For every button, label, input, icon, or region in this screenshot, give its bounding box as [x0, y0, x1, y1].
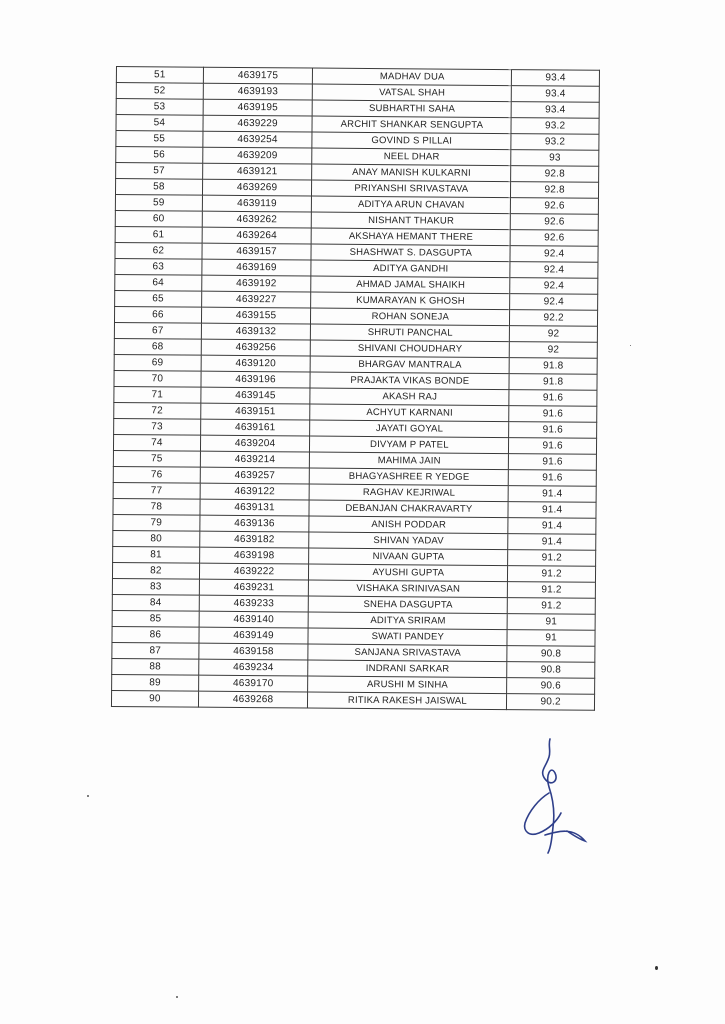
serial-number-cell: 68	[114, 338, 201, 355]
student-name-cell: MAHIMA JAIN	[310, 452, 509, 470]
serial-number-cell: 71	[114, 386, 201, 403]
roll-number-cell: 4639193	[203, 83, 313, 100]
serial-number-cell: 77	[113, 482, 200, 499]
roll-number-cell: 4639256	[201, 339, 311, 356]
serial-number-cell: 80	[113, 530, 200, 547]
score-cell: 90.6	[507, 678, 595, 695]
student-name-cell: NEEL DHAR	[312, 148, 511, 166]
roll-number-cell: 4639268	[198, 691, 308, 708]
student-name-cell: ACHYUT KARNANI	[310, 404, 509, 422]
serial-number-cell: 70	[114, 370, 201, 387]
roll-number-cell: 4639269	[202, 179, 312, 196]
score-cell: 93.2	[511, 118, 599, 135]
table-row	[111, 690, 594, 710]
student-name-cell: GOVIND S PILLAI	[312, 132, 511, 150]
score-cell: 92.8	[511, 182, 599, 199]
student-name-cell: NIVAAN GUPTA	[309, 548, 508, 566]
serial-number-cell: 52	[116, 83, 203, 100]
serial-number-cell: 89	[112, 674, 199, 691]
roll-number-cell: 4639149	[199, 627, 309, 644]
score-cell: 92.4	[510, 294, 598, 311]
serial-number-cell: 76	[113, 466, 200, 483]
serial-number-cell: 78	[113, 498, 200, 515]
student-name-cell: INDRANI SARKAR	[308, 660, 507, 678]
serial-number-cell: 63	[115, 258, 202, 275]
student-name-cell: SHASHWAT S. DASGUPTA	[311, 244, 510, 262]
serial-number-cell: 51	[116, 67, 203, 84]
score-cell: 92.4	[510, 262, 598, 279]
scan-speck	[87, 795, 89, 797]
roll-number-cell: 4639262	[202, 211, 312, 228]
signature-stroke	[525, 793, 561, 834]
student-name-cell: SANJANA SRIVASTAVA	[308, 644, 507, 662]
serial-number-cell: 66	[114, 306, 201, 323]
score-cell: 91.4	[508, 534, 596, 551]
serial-number-cell: 57	[116, 163, 203, 180]
score-cell: 91.2	[507, 598, 595, 615]
roll-number-cell: 4639182	[199, 531, 309, 548]
roll-number-cell: 4639209	[202, 147, 312, 164]
score-cell: 90.8	[507, 662, 595, 679]
score-cell: 91.6	[509, 438, 597, 455]
student-name-cell: SUBHARTHI SAHA	[313, 100, 512, 118]
score-cell: 92	[510, 326, 598, 343]
roll-number-cell: 4639192	[201, 275, 311, 292]
student-name-cell: PRAJAKTA VIKAS BONDE	[310, 372, 509, 390]
student-name-cell: ADITYA ARUN CHAVAN	[312, 196, 511, 214]
roll-number-cell: 4639131	[200, 499, 310, 516]
scan-speck	[176, 996, 178, 998]
serial-number-cell: 72	[114, 402, 201, 419]
serial-number-cell: 69	[114, 354, 201, 371]
student-name-cell: SWATI PANDEY	[308, 628, 507, 646]
score-cell: 93	[511, 150, 599, 167]
roll-number-cell: 4639132	[201, 323, 311, 340]
serial-number-cell: 65	[115, 290, 202, 307]
serial-number-cell: 74	[113, 434, 200, 451]
student-name-cell: VISHAKA SRINIVASAN	[309, 580, 508, 598]
student-name-cell: ARCHIT SHANKAR SENGUPTA	[312, 116, 511, 134]
score-cell: 93.4	[512, 70, 600, 87]
score-cell: 92.6	[510, 214, 598, 231]
roll-number-cell: 4639151	[200, 403, 310, 420]
student-name-cell: BHAGYASHREE R YEDGE	[310, 468, 509, 486]
roll-number-cell: 4639169	[202, 259, 312, 276]
student-name-cell: KUMARAYAN K GHOSH	[311, 292, 510, 310]
roll-number-cell: 4639158	[199, 643, 309, 660]
score-cell: 90.2	[507, 694, 595, 711]
roll-number-cell: 4639145	[201, 387, 311, 404]
score-cell: 91.4	[508, 486, 596, 503]
student-name-cell: ADITYA SRIRAM	[309, 612, 508, 630]
score-cell: 93.4	[511, 102, 599, 119]
serial-number-cell: 88	[112, 658, 199, 675]
student-name-cell: AHMAD JAMAL SHAIKH	[311, 276, 510, 294]
serial-number-cell: 85	[112, 610, 199, 627]
roll-number-cell: 4639254	[203, 131, 313, 148]
student-name-cell: AKASH RAJ	[310, 388, 509, 406]
score-cell: 91.4	[508, 518, 596, 535]
score-cell: 91.6	[509, 406, 597, 423]
results-table-body	[111, 67, 599, 711]
student-name-cell: SHIVAN YADAV	[309, 532, 508, 550]
roll-number-cell: 4639198	[199, 547, 309, 564]
score-cell: 91.2	[508, 550, 596, 567]
score-cell: 93.2	[511, 134, 599, 151]
student-name-cell: ARUSHI M SINHA	[308, 676, 507, 694]
serial-number-cell: 81	[113, 546, 200, 563]
student-name-cell: NISHANT THAKUR	[312, 212, 511, 230]
student-name-cell: RITIKA RAKESH JAISWAL	[308, 692, 507, 710]
roll-number-cell: 4639175	[203, 67, 313, 84]
score-cell: 92.4	[510, 246, 598, 263]
score-cell: 91	[507, 630, 595, 647]
serial-number-cell: 86	[112, 626, 199, 643]
score-cell: 91.4	[508, 502, 596, 519]
student-name-cell: DEBANJAN CHAKRAVARTY	[309, 500, 508, 518]
student-name-cell: BHARGAV MANTRALA	[311, 356, 510, 374]
student-name-cell: SHIVANI CHOUDHARY	[311, 340, 510, 358]
student-name-cell: RAGHAV KEJRIWAL	[310, 484, 509, 502]
roll-number-cell: 4639170	[198, 675, 308, 692]
student-name-cell: JAYATI GOYAL	[310, 420, 509, 438]
roll-number-cell: 4639136	[200, 515, 310, 532]
score-cell: 92.6	[510, 230, 598, 247]
score-cell: 92.6	[511, 198, 599, 215]
score-cell: 91.2	[508, 566, 596, 583]
roll-number-cell: 4639155	[201, 307, 311, 324]
serial-number-cell: 82	[112, 562, 199, 579]
student-name-cell: VATSAL SHAH	[313, 84, 512, 102]
serial-number-cell: 83	[112, 578, 199, 595]
roll-number-cell: 4639119	[202, 195, 312, 212]
scan-speck	[655, 966, 658, 970]
score-cell: 93.4	[511, 86, 599, 103]
roll-number-cell: 4639257	[200, 467, 310, 484]
student-name-cell: ADITYA GANDHI	[311, 260, 510, 278]
serial-number-cell: 53	[116, 99, 203, 116]
serial-number-cell: 62	[115, 242, 202, 259]
score-cell: 91.8	[509, 358, 597, 375]
student-name-cell: ROHAN SONEJA	[311, 308, 510, 326]
scan-speck	[630, 345, 631, 346]
roll-number-cell: 4639196	[201, 371, 311, 388]
roll-number-cell: 4639233	[199, 595, 309, 612]
roll-number-cell: 4639234	[198, 659, 308, 676]
serial-number-cell: 73	[114, 418, 201, 435]
student-name-cell: DIVYAM P PATEL	[310, 436, 509, 454]
score-cell: 91.6	[509, 422, 597, 439]
serial-number-cell: 84	[112, 594, 199, 611]
roll-number-cell: 4639231	[199, 579, 309, 596]
handwritten-signature	[515, 735, 595, 855]
serial-number-cell: 54	[116, 115, 203, 132]
roll-number-cell: 4639222	[199, 563, 309, 580]
roll-number-cell: 4639214	[200, 451, 310, 468]
roll-number-cell: 4639140	[199, 611, 309, 628]
roll-number-cell: 4639120	[201, 355, 311, 372]
student-name-cell: ANAY MANISH KULKARNI	[312, 164, 511, 182]
serial-number-cell: 90	[111, 690, 198, 707]
score-cell: 90.8	[507, 646, 595, 663]
roll-number-cell: 4639264	[202, 227, 312, 244]
score-cell: 91.6	[508, 470, 596, 487]
score-cell: 91.6	[509, 390, 597, 407]
roll-number-cell: 4639121	[202, 163, 312, 180]
student-name-cell: PRIYANSHI SRIVASTAVA	[312, 180, 511, 198]
roll-number-cell: 4639204	[200, 435, 310, 452]
serial-number-cell: 79	[113, 514, 200, 531]
score-cell: 92.8	[511, 166, 599, 183]
roll-number-cell: 4639195	[203, 99, 313, 116]
serial-number-cell: 61	[115, 226, 202, 243]
serial-number-cell: 64	[115, 274, 202, 291]
serial-number-cell: 56	[116, 147, 203, 164]
student-name-cell: MADHAV DUA	[313, 68, 512, 86]
serial-number-cell: 60	[115, 210, 202, 227]
score-cell: 92	[509, 342, 597, 359]
score-cell: 91.6	[509, 454, 597, 471]
serial-number-cell: 55	[116, 131, 203, 148]
roll-number-cell: 4639157	[202, 243, 312, 260]
serial-number-cell: 67	[114, 322, 201, 339]
roll-number-cell: 4639229	[203, 115, 313, 132]
score-cell: 91.2	[508, 582, 596, 599]
score-cell: 92.2	[510, 310, 598, 327]
student-name-cell: SHRUTI PANCHAL	[311, 324, 510, 342]
roll-number-cell: 4639161	[200, 419, 310, 436]
student-name-cell: AKSHAYA HEMANT THERE	[312, 228, 511, 246]
student-name-cell: SNEHA DASGUPTA	[309, 596, 508, 614]
roll-number-cell: 4639227	[201, 291, 311, 308]
student-name-cell: ANISH PODDAR	[309, 516, 508, 534]
score-cell: 92.4	[510, 278, 598, 295]
score-cell: 91.8	[509, 374, 597, 391]
serial-number-cell: 87	[112, 642, 199, 659]
serial-number-cell: 58	[115, 179, 202, 196]
serial-number-cell: 59	[115, 194, 202, 211]
serial-number-cell: 75	[113, 450, 200, 467]
score-cell: 91	[507, 614, 595, 631]
roll-number-cell: 4639122	[200, 483, 310, 500]
student-name-cell: AYUSHI GUPTA	[309, 564, 508, 582]
results-table	[111, 66, 600, 711]
